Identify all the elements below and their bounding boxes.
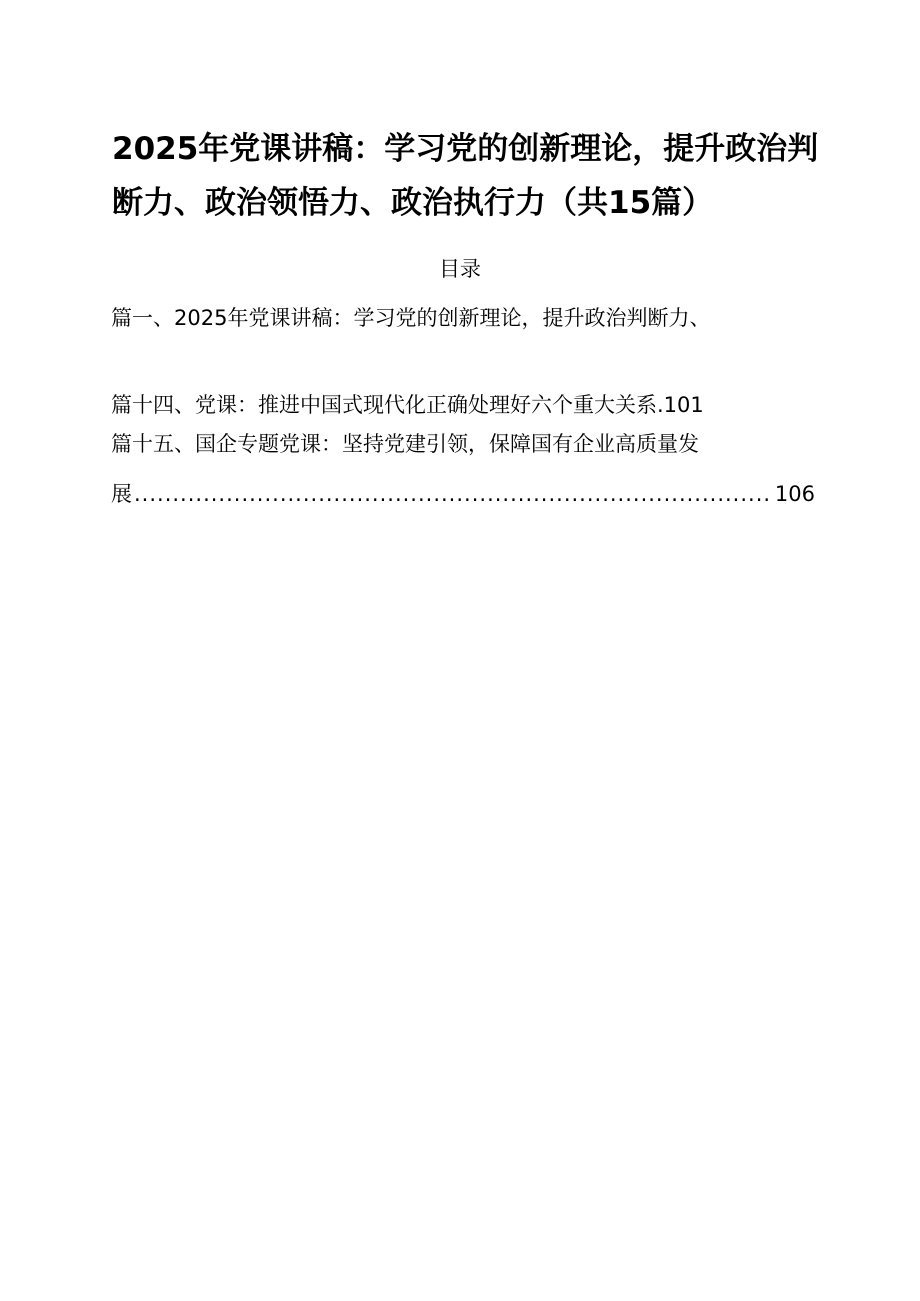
toc-dot-leader: [134, 480, 773, 508]
toc-entry-15-continuation[interactable]: [111, 480, 815, 508]
document-title-line-2: 断力、政治领悟力、政治执行力（共15篇）: [112, 185, 714, 221]
toc-entry-1[interactable]: 篇一、2025年党课讲稿：学习党的创新理论，提升政治判断力、: [111, 306, 711, 330]
toc-entry-14[interactable]: 篇十四、党课：推进中国式现代化正确处理好六个重大关系.101: [111, 393, 704, 417]
toc-entry-15-tail-text: 展: [111, 482, 132, 506]
document-title: [112, 122, 832, 230]
toc-entry-15-page-number: 106: [774, 482, 815, 506]
toc-entry-15[interactable]: 篇十五、国企专题党课：坚持党建引领，保障国有企业高质量发: [111, 432, 699, 456]
toc-heading: 目录: [439, 257, 481, 281]
document-title-line-1: 2025年党课讲稿：学习党的创新理论，提升政治判: [112, 131, 819, 167]
